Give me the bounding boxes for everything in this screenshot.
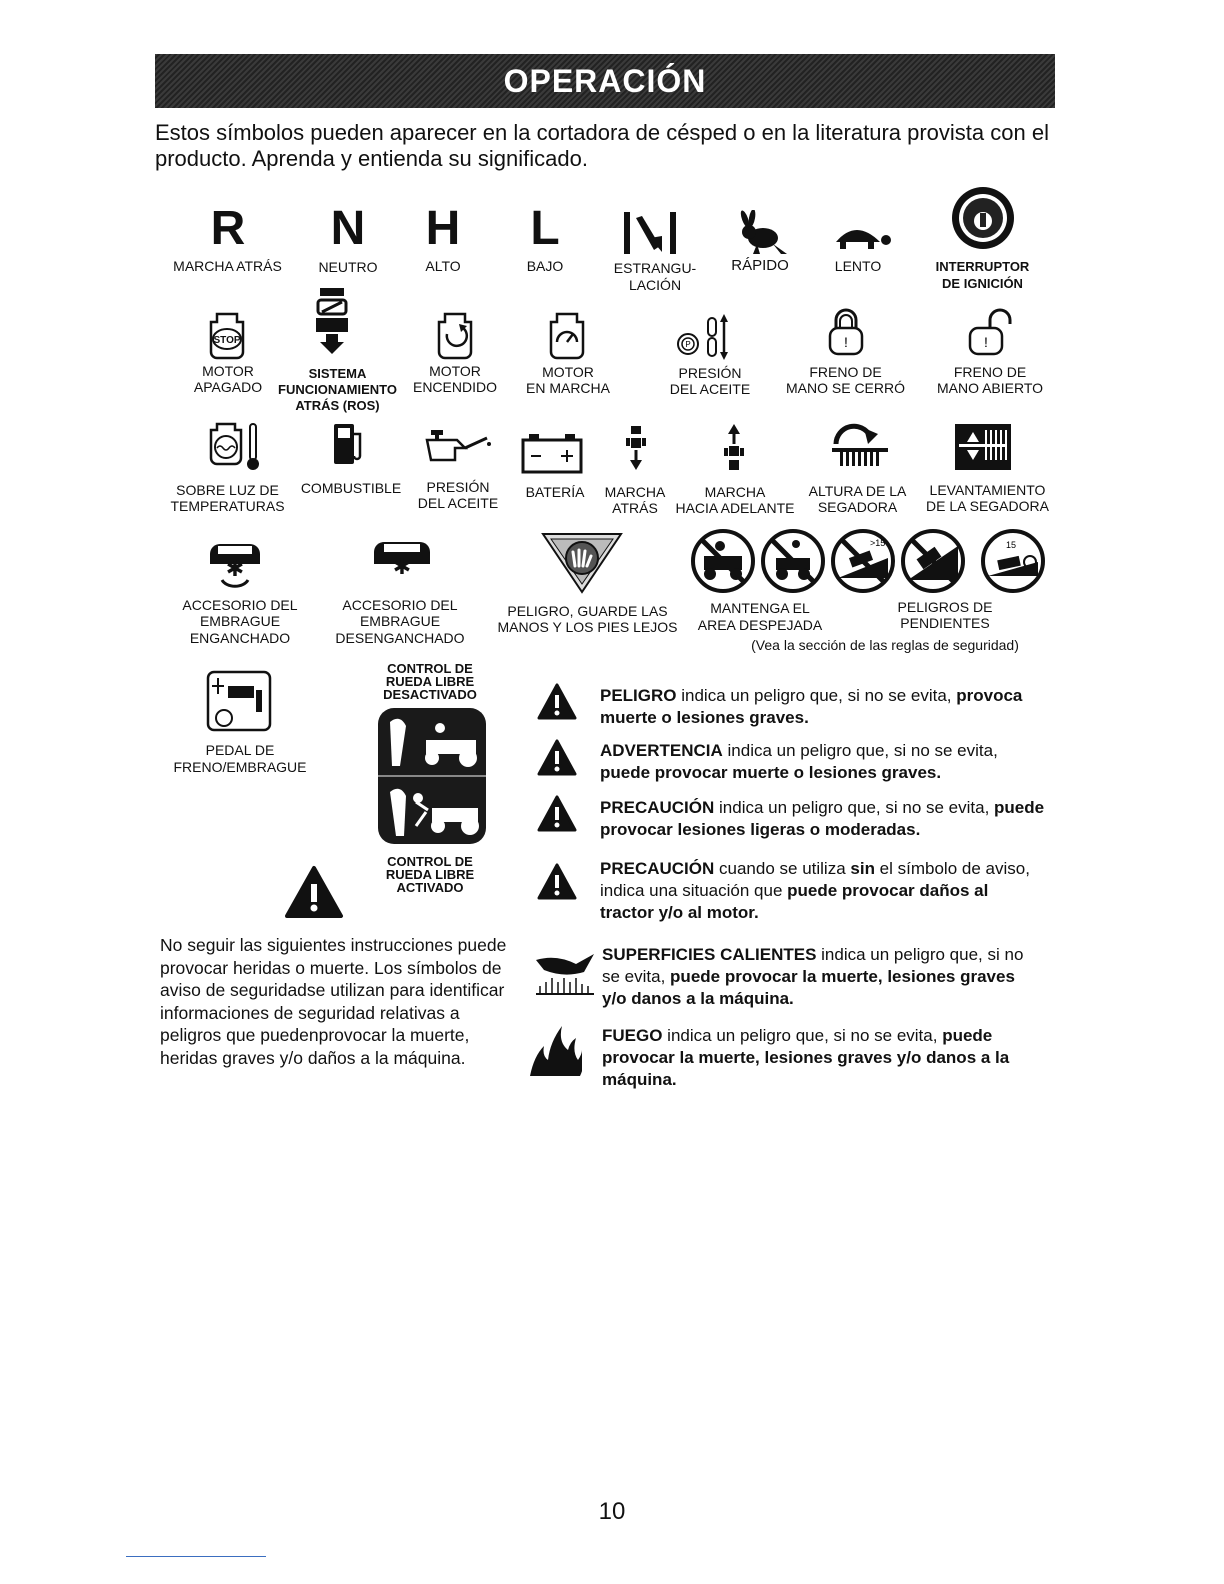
oil-pressure2-label-2: DEL ACEITE: [417, 495, 499, 511]
reverse-dir-label-1: MARCHA: [604, 484, 666, 500]
safety-prohibition-icons: [690, 528, 1050, 594]
fire-message: [602, 1025, 1042, 1091]
caution2-sin: sin: [850, 859, 875, 878]
caution-word: PRECAUCIÓN: [600, 798, 715, 817]
engine-stop-icon: [205, 312, 249, 362]
caution2-text2: el símbolo de aviso, indica una situación que: [600, 859, 1030, 900]
temperature-label-2: TEMPERATURAS: [170, 498, 285, 514]
reverse-label: MARCHA ATRÁS: [173, 258, 282, 274]
forward-dir-label-2: HACIA ADELANTE: [675, 500, 795, 516]
choke-label-2: LACIÓN: [628, 277, 682, 293]
freewheel-on-label-1: CONTROL DE: [387, 854, 473, 869]
safety-rules-note: (Vea la sección de las reglas de seguridad): [751, 637, 1019, 653]
ignition-switch-icon: [950, 185, 1016, 251]
fast-label: RÁPIDO: [731, 257, 789, 274]
caution2-word: PRECAUCIÓN: [600, 859, 715, 878]
rabbit-fast-icon: [733, 210, 791, 256]
brake-locked-label-2: MANO SE CERRÓ: [785, 380, 905, 396]
mower-lift-icon: [955, 424, 1011, 470]
pto-engaged-icon: [204, 540, 266, 590]
caution2-bold: puede provocar daños al tractor y/o al motor.: [600, 881, 989, 922]
high-label: ALTO: [425, 258, 461, 274]
svg-text:✱: ✱: [392, 555, 412, 576]
oil-pressure2-label-1: PRESIÓN: [426, 479, 490, 495]
danger-alert-icon: [537, 682, 577, 722]
reverse-dir-label-2: ATRÁS: [612, 500, 658, 516]
fire-word: FUEGO: [602, 1026, 663, 1045]
hands-feet-label-2: MANOS Y LOS PIES LEJOS: [497, 619, 678, 635]
warning-bold: puede provocar muerte o lesiones graves.: [600, 763, 942, 782]
engine-run-icon: [545, 312, 589, 362]
svg-text:✱: ✱: [225, 557, 245, 582]
ignition-label-2: DE IGNICIÓN: [942, 276, 1023, 291]
slope-allowed-icon: [983, 531, 1043, 591]
caution2-message: [600, 858, 1040, 924]
ros-label-3: ATRÁS (ROS): [295, 398, 380, 413]
reverse-direction-icon: [622, 424, 650, 472]
page-number: 10: [598, 1498, 626, 1525]
svg-text:STOP: STOP: [213, 335, 241, 346]
danger-message: [600, 685, 1045, 729]
no-passengers-icon: [693, 531, 753, 591]
parking-brake-locked-icon: [826, 306, 866, 358]
hot-surface-message: [602, 944, 1042, 1010]
svg-text:!: !: [984, 334, 988, 350]
forward-dir-label-1: MARCHA: [704, 484, 766, 500]
engine-run-label-1: MOTOR: [542, 364, 594, 380]
warning-word: ADVERTENCIA: [600, 741, 723, 760]
caution-alert-icon: [537, 794, 577, 834]
engine-run-label-2: EN MARCHA: [525, 380, 610, 396]
engine-temperature-icon: [205, 420, 265, 472]
clear-area-label-1: MANTENGA EL: [710, 600, 810, 616]
oil-pressure-label-1: PRESIÓN: [678, 365, 742, 381]
freewheel-off-label-1: CONTROL DE: [387, 661, 473, 676]
neutral-letter-icon: N: [330, 202, 366, 255]
reverse-operation-system-icon: [312, 286, 352, 356]
brake-clutch-pedal-icon: [206, 670, 272, 732]
engine-off-label-1: MOTOR: [202, 363, 254, 379]
slope-tip-icon: [903, 531, 963, 591]
hands-feet-label-1: PELIGRO, GUARDE LAS: [507, 603, 668, 619]
hot-text: indica un peligro que, si no se evita,: [602, 945, 1024, 986]
caution2-alert-icon: [537, 862, 577, 902]
footer-rule: [126, 1556, 266, 1557]
brake-locked-label-1: FRENO DE: [809, 364, 882, 380]
warning-message: [600, 740, 1045, 784]
svg-text:15: 15: [1006, 540, 1017, 550]
choke-label-1: ESTRANGU-: [613, 260, 697, 276]
ros-label-1: SISTEMA: [308, 366, 367, 381]
mower-height-label-1: ALTURA DE LA: [808, 483, 907, 499]
danger-text: indica un peligro que, si no se evita,: [676, 686, 957, 705]
pto-disengaged-label-2: EMBRAGUE: [359, 613, 441, 629]
ignition-label-1: INTERRUPTOR: [935, 259, 1030, 274]
battery-icon: [521, 432, 583, 474]
fuel-label: COMBUSTIBLE: [300, 480, 402, 496]
forward-direction-icon: [720, 424, 748, 472]
warning-text: indica un peligro que, si no se evita,: [722, 741, 998, 760]
mower-lift-label-1: LEVANTAMIENTO: [929, 482, 1046, 498]
freewheel-off-label-3: DESACTIVADO: [383, 687, 477, 702]
engine-start-label-2: ENCENDIDO: [412, 379, 497, 395]
fire-bold: puede provocar la muerte, lesiones graves y/o danos a la máquina.: [602, 1026, 1010, 1089]
pto-engaged-label-1: ACCESORIO DEL: [182, 597, 298, 613]
brake-open-label-2: MANO ABIERTO: [936, 380, 1044, 396]
parking-brake-open-icon: [966, 306, 1016, 358]
low-label: BAJO: [526, 258, 564, 274]
section-title-banner: OPERACIÓN: [155, 54, 1055, 108]
ros-label-2: FUNCIONAMIENTO: [278, 382, 397, 397]
reverse-letter-icon: R: [210, 202, 246, 255]
oil-can-icon: [425, 428, 493, 464]
turtle-slow-icon: [826, 214, 892, 254]
pto-disengaged-icon: [370, 538, 434, 576]
slopes-label-1: PELIGROS DE: [897, 599, 993, 615]
brake-open-label-1: FRENO DE: [953, 364, 1027, 380]
no-children-icon: [763, 531, 823, 591]
mower-height-label-2: SEGADORA: [817, 499, 898, 515]
oil-pressure-label-2: DEL ACEITE: [669, 381, 751, 397]
freewheel-off-label-2: RUEDA LIBRE: [385, 674, 475, 689]
mower-height-icon: [830, 418, 890, 468]
mower-lift-label-2: DE LA SEGADORA: [926, 498, 1049, 514]
freewheel-control-icon: [376, 706, 488, 846]
pto-disengaged-label-3: DESENGANCHADO: [335, 630, 465, 646]
fire-text: indica un peligro que, si no se evita,: [662, 1026, 943, 1045]
intro-paragraph: Estos símbolos pueden aparecer en la cortadora de césped o en la literatura provista con el producto. Aprenda y entienda su significado.: [155, 120, 1049, 171]
warning-explanation: No seguir las siguientes instrucciones puede provocar heridas o muerte. Los símbolos de aviso de seguridadse utilizan para identificar informaciones de seguridad relativas a peligros que puedenprovocar la muerte, heridas graves y/o daños a la máquina.: [160, 935, 507, 1068]
freewheel-on-label-3: ACTIVADO: [396, 880, 464, 895]
fuel-pump-icon: [330, 420, 366, 470]
freewheel-on-label-2: RUEDA LIBRE: [385, 867, 475, 882]
caution-text: indica un peligro que, si no se evita,: [714, 798, 995, 817]
hot-word: SUPERFICIES CALIENTES: [602, 945, 817, 964]
caution2-text1: cuando se utiliza: [714, 859, 851, 878]
hot-bold: puede provocar la muerte, lesiones graves y/o danos a la máquina.: [602, 967, 1015, 1008]
temperature-label-1: SOBRE LUZ DE: [176, 482, 279, 498]
slopes-label-2: PENDIENTES: [900, 615, 990, 631]
danger-word: PELIGRO: [600, 686, 677, 705]
hot-surface-icon: [534, 948, 598, 996]
warning-alert-icon: [537, 738, 577, 778]
low-letter-icon: L: [530, 202, 560, 255]
pedal-label-1: PEDAL DE: [205, 742, 275, 758]
neutral-label: NEUTRO: [318, 259, 378, 275]
svg-text:>15: >15: [870, 538, 886, 548]
safety-alert-icon: [284, 864, 344, 920]
svg-text:P: P: [685, 340, 691, 349]
caution-bold: puede provocar lesiones ligeras o moderadas.: [600, 798, 1045, 839]
pto-engaged-label-2: EMBRAGUE: [199, 613, 281, 629]
hand-hazard-icon: [541, 530, 623, 594]
engine-off-label-2: APAGADO: [193, 379, 263, 395]
engine-start-label-1: MOTOR: [429, 363, 481, 379]
high-letter-icon: H: [425, 202, 461, 255]
fire-icon: [526, 1022, 582, 1078]
slow-label: LENTO: [834, 258, 882, 274]
pto-disengaged-label-1: ACCESORIO DEL: [342, 597, 458, 613]
clear-area-label-2: AREA DESPEJADA: [697, 617, 823, 633]
engine-start-icon: [433, 312, 477, 362]
pto-engaged-label-3: ENGANCHADO: [189, 630, 291, 646]
slope-mowing-icon: [833, 531, 893, 591]
pedal-label-2: FRENO/EMBRAGUE: [173, 759, 307, 775]
oil-pressure-sensor-icon: [668, 312, 738, 362]
choke-icon: [622, 210, 680, 256]
svg-text:!: !: [844, 334, 848, 350]
battery-label: BATERÍA: [525, 484, 585, 500]
caution-message: [600, 797, 1045, 841]
danger-bold: provoca muerte o lesiones graves.: [600, 686, 1023, 727]
